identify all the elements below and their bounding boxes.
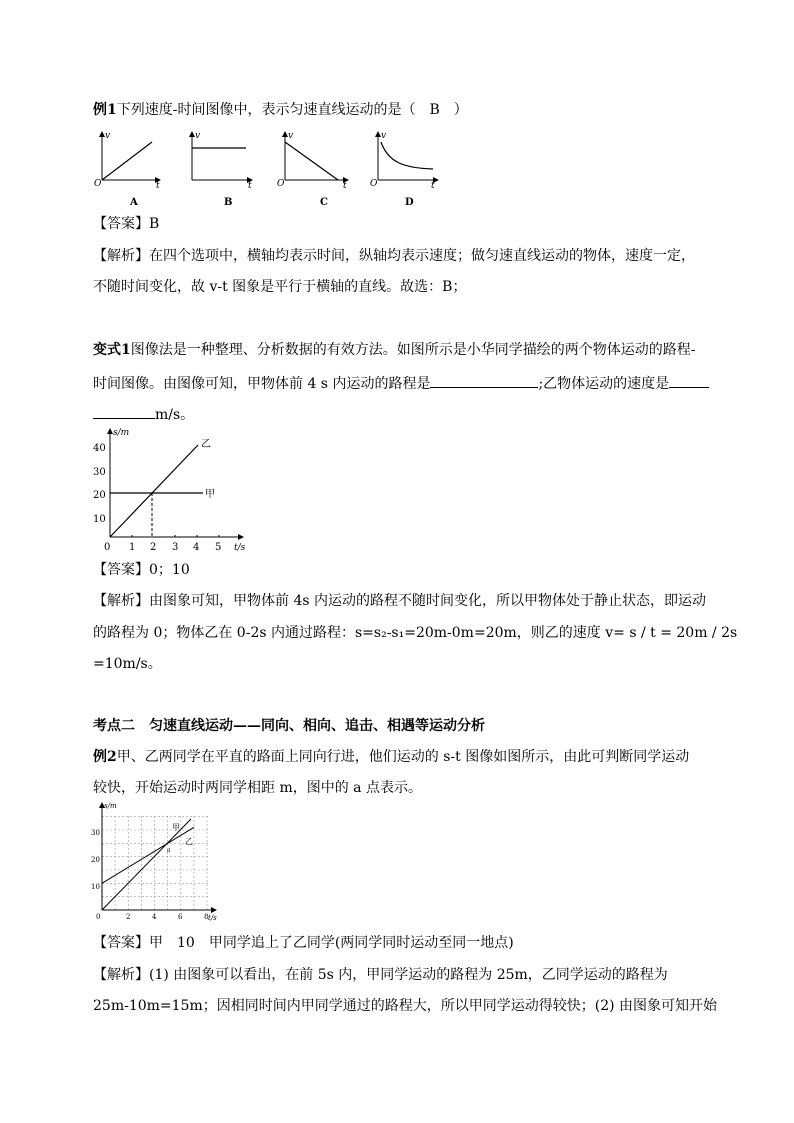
example2-ytick-20: 20: [91, 856, 100, 864]
variant1-xtick-1: 1: [129, 542, 136, 553]
answer-blank-1: [430, 373, 538, 388]
example2-answer: 【答案】甲 10 甲同学追上了乙同学(两同学同时运动至同一地点): [93, 935, 514, 951]
variant1-question-text2b: ;乙物体运动的速度是: [538, 376, 670, 392]
variant1-analysis-line1: 【解析】由图象可知，甲物体前 4s 内运动的路程不随时间变化，所以甲物体处于静止状态，即运动: [93, 593, 706, 609]
graph-b-t-label: t: [248, 181, 252, 191]
example2-question-line1: [93, 748, 689, 766]
option-a-label: A: [130, 197, 138, 208]
variant1-xtick-2: 2: [150, 542, 157, 553]
variant1-answer: 【答案】0；10: [93, 562, 190, 578]
example2-ytick-30: 30: [91, 829, 100, 837]
graph-d-v-label: v: [381, 131, 387, 141]
example2-xtick-2: 2: [126, 913, 131, 921]
variant1-ytick-30: 30: [93, 467, 106, 478]
example2-question-text1: 甲、乙两同学在平直的路面上同向行进，他们运动的 s-t 图像如图所示，由此可判断同学运动: [116, 749, 690, 765]
option-d-label: D: [405, 197, 414, 208]
variant1-analysis-line3: =10m/s。: [93, 656, 162, 672]
graph-c-o-label: O: [277, 179, 285, 189]
example1-question-text: 下列速度-时间图像中，表示匀速直线运动的是（ B ）: [116, 102, 468, 118]
graph-c-v-label: v: [288, 131, 294, 141]
graph-c-t-label: t: [343, 181, 347, 191]
example2-grid: [102, 816, 208, 910]
example1-answer: 【答案】B: [93, 216, 160, 232]
variant1-ytick-10: 10: [93, 514, 106, 525]
answer-blank-2b: [93, 404, 155, 419]
variant1-question-line3: [93, 404, 194, 424]
graph-b: [192, 131, 252, 208]
example1-vt-graphs: [88, 128, 448, 210]
example2-y-axis-label: s/m: [104, 802, 117, 810]
graph-a: [94, 131, 160, 208]
graph-c: [277, 131, 348, 208]
graph-a-v-label: v: [105, 131, 111, 141]
variant1-xtick-0: 0: [104, 542, 111, 553]
example2-x-axis-label: t/s: [208, 914, 217, 922]
graph-d-o-label: O: [370, 179, 378, 189]
variant1-yi-line: [110, 445, 198, 537]
example2-yi-line: [102, 827, 194, 883]
example2-ytick-10: 10: [91, 883, 100, 891]
example2-label: 例2: [93, 749, 117, 765]
option-b-label: B: [224, 197, 233, 208]
variant1-question-text1: 图像法是一种整理、分析数据的有效方法。如图所示是小华同学描绘的两个物体运动的路程-: [130, 342, 696, 358]
example2-analysis-line2: 25m-10m=15m；因相同时间内甲同学通过的路程大，所以甲同学运动得较快；(2) 由图象可知开始: [93, 998, 718, 1014]
example1-analysis-line1: 【解析】在四个选项中，横轴均表示时间，纵轴均表示速度；做匀速直线运动的物体，速度一定，: [93, 248, 695, 264]
variant1-ytick-40: 40: [93, 443, 106, 454]
variant1-xtick-4: 4: [193, 542, 200, 553]
variant1-question-text3: m/s。: [155, 407, 195, 423]
variant1-analysis-line2: 的路程为 0；物体乙在 0-2s 内通过路程：s=s₂-s₁=20m-0m=20m，则乙的速度 v= s / t = 20m / 2s: [93, 625, 738, 641]
example2-question-line2: 较快，开始运动时两同学相距 m，图中的 a 点表示。: [93, 780, 422, 796]
example2-analysis-line1: 【解析】(1) 由图象可以看出，在前 5s 内，甲同学运动的路程为 25m，乙同学运动的路程为: [93, 967, 668, 983]
variant1-ytick-20: 20: [93, 490, 106, 501]
answer-blank-2a: [669, 373, 709, 388]
example2-st-graph: [88, 800, 223, 925]
variant1-st-graph: [88, 425, 258, 555]
variant1-x-axis-label: t/s: [234, 543, 246, 553]
variant1-question-text2a: 时间图像。由图像可知，甲物体前 4 s 内运动的路程是: [93, 376, 431, 392]
variant1-y-axis-label: s/m: [113, 428, 130, 438]
graph-d: [370, 131, 438, 208]
variant1-yi-label: 乙: [201, 439, 211, 450]
example2-jia-label: 甲: [172, 823, 180, 832]
graph-a-t-label: t: [156, 181, 160, 191]
variant1-question-line1: [93, 341, 695, 359]
example1-question: [93, 101, 468, 119]
example2-xtick-6: 6: [178, 913, 183, 921]
example2-xtick-8: 8: [204, 913, 209, 921]
variant1-xtick-3: 3: [172, 542, 179, 553]
variant1-label: 变式1: [93, 342, 131, 358]
variant1-xtick-5: 5: [215, 542, 222, 553]
option-c-label: C: [320, 197, 328, 208]
graph-d-t-label: t: [431, 181, 435, 191]
graph-b-v-label: v: [195, 131, 201, 141]
example2-xtick-4: 4: [152, 913, 157, 921]
graph-a-o-label: O: [94, 179, 102, 189]
variant1-jia-label: 甲: [205, 489, 215, 500]
variant1-question-line2: [93, 373, 709, 393]
section2-title: 考点二 匀速直线运动——同向、相向、追击、相遇等运动分析: [93, 718, 485, 734]
example1-label: 例1: [93, 102, 117, 118]
example1-analysis-line2: 不随时间变化，故 v-t 图象是平行于横轴的直线。故选：B；: [93, 279, 467, 295]
example2-yi-label: 乙: [185, 837, 193, 846]
example2-xtick-0: 0: [96, 913, 101, 921]
example2-point-a-label: a: [167, 847, 171, 854]
